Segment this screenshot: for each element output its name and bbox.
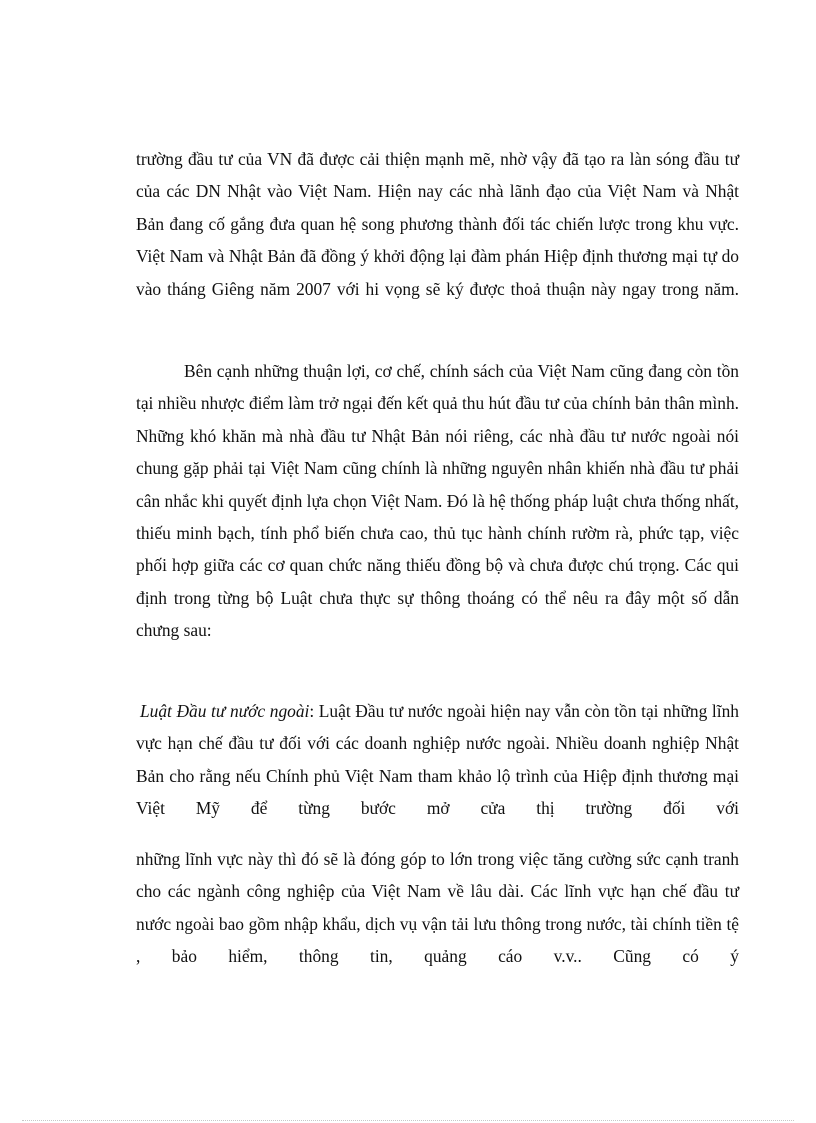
page-bottom-divider (22, 1120, 794, 1121)
paragraph-3 (136, 695, 739, 825)
paragraph-2: Bên cạnh những thuận lợi, cơ chế, chính sách của Việt Nam cũng đang còn tồn tại nhiều nhược điểm làm trở ngại đến kết quả thu hút đầu tư của chính bản thân mình. Những khó khăn mà nhà đầu tư Nhật Bản nói riêng, các nhà đầu tư nước ngoài nói chung gặp phải tại Việt Nam cũng chính là những nguyên nhân khiến nhà đầu tư phải cân nhắc khi quyết định lựa chọn Việt Nam. Đó là hệ thống pháp luật chưa thống nhất, thiếu minh bạch, tính phổ biến chưa cao, thủ tục hành chính rườm rà, phức tạp, việc phối hợp giữa các cơ quan chức năng thiếu đồng bộ và chưa được chú trọng. Các qui định trong từng bộ Luật chưa thực sự thông thoáng có thể nêu ra đây một số dẫn chưng sau: (136, 361, 739, 641)
law-name-italic: Luật Đầu tư nước ngoài (140, 701, 310, 721)
paragraph-3-body: : Luật Đầu tư nước ngoài hiện nay vẫn còn tồn tại những lĩnh vực hạn chế đầu tư đối với các doanh nghiệp nước ngoài. Nhiều doanh nghiệp Nhật Bản cho rằng nếu Chính phủ Việt Nam tham khảo lộ trình của Hiệp định thương mại Việt Mỹ để từng bước mở cửa thị trường đối với (136, 701, 739, 819)
paragraph-4: những lĩnh vực này thì đó sẽ là đóng góp to lớn trong việc tăng cường sức cạnh tranh cho các ngành công nghiệp của Việt Nam về lâu dài. Các lĩnh vực hạn chế đầu tư nước ngoài bao gồm nhập khẩu, dịch vụ vận tải lưu thông trong nước, tài chính tiền tệ , bảo hiểm, thông tin, quảng cáo v.v.. Cũng có ý (136, 849, 739, 967)
paragraph-1: trường đầu tư của VN đã được cải thiện mạnh mẽ, nhờ vậy đã tạo ra làn sóng đầu tư của các DN Nhật vào Việt Nam. Hiện nay các nhà lãnh đạo của Việt Nam và Nhật Bản đang cố gắng đưa quan hệ song phương thành đối tác chiến lược trong khu vực. Việt Nam và Nhật Bản đã đồng ý khởi động lại đàm phán Hiệp định thương mại tự do vào tháng Giêng năm 2007 với hi vọng sẽ ký được thoả thuận này ngay trong năm. (136, 149, 739, 299)
